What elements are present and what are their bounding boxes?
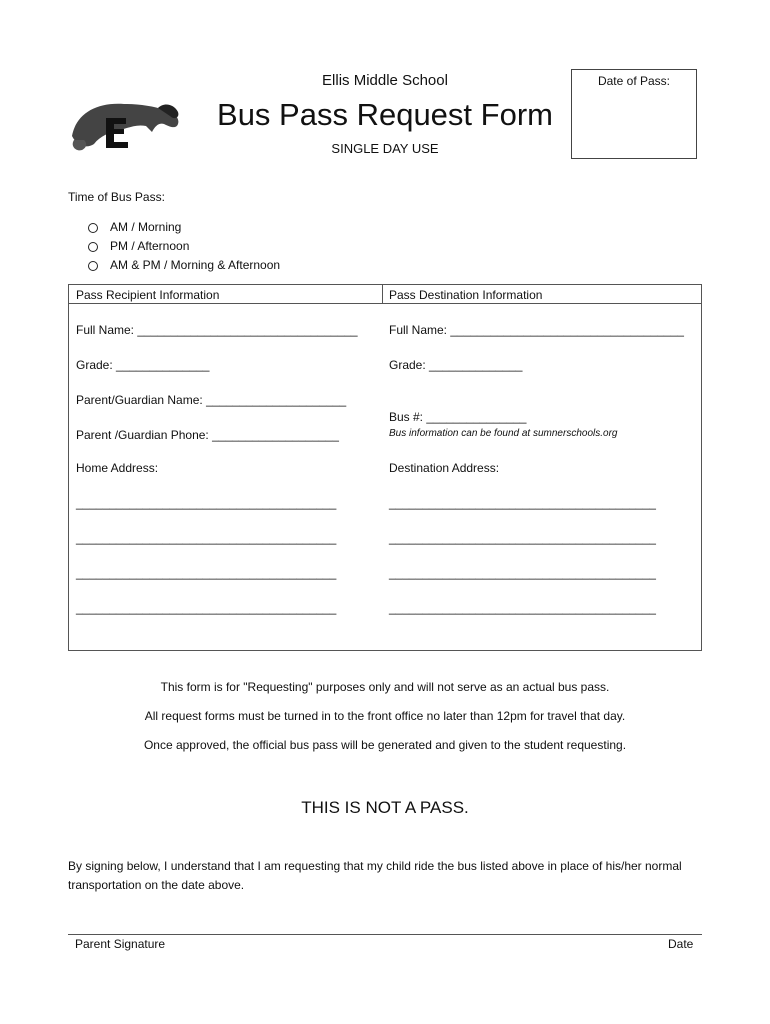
time-of-pass-label: Time of Bus Pass: (68, 190, 165, 204)
consent-statement: By signing below, I understand that I am requesting that my child ride the bus listed above in place of his/her normal transportation on the date above. (68, 859, 682, 892)
radio-pm[interactable] (88, 239, 189, 253)
destination-grade-field[interactable]: Grade: ______________ (389, 358, 523, 372)
radio-pm-label: PM / Afternoon (110, 239, 190, 253)
signature-date-label: Date (668, 937, 694, 951)
destination-address-line[interactable]: ________________________________________ (389, 496, 656, 510)
bus-info-note: Bus information can be found at sumnerschools.org (389, 428, 618, 439)
radio-am-pm[interactable] (88, 258, 280, 272)
home-address-label: Home Address: (76, 461, 159, 475)
not-a-pass-heading: THIS IS NOT A PASS. (301, 798, 469, 817)
note-approval: Once approved, the official bus pass will be generated and given to the student requesting. (143, 738, 627, 752)
radio-circle-icon[interactable] (88, 242, 98, 252)
bus-number-field[interactable]: Bus #: _______________ (389, 410, 527, 424)
date-of-pass-label: Date of Pass: (597, 74, 671, 88)
parent-phone-field[interactable]: Parent /Guardian Phone: ___________________ (76, 428, 339, 442)
radio-am-label: AM / Morning (110, 220, 182, 234)
home-address-line[interactable]: _______________________________________ (76, 531, 337, 545)
parent-name-field[interactable]: Parent/Guardian Name: _____________________ (76, 393, 347, 407)
school-logo (66, 96, 186, 154)
destination-address-line[interactable]: ________________________________________ (389, 601, 656, 615)
radio-am[interactable] (88, 220, 181, 234)
radio-am-pm-label: AM & PM / Morning & Afternoon (110, 258, 281, 272)
home-address-line[interactable]: _______________________________________ (76, 601, 337, 615)
signature-line[interactable] (68, 934, 702, 935)
school-name: Ellis Middle School (322, 72, 448, 89)
home-address-line[interactable]: _______________________________________ (76, 566, 337, 580)
destination-full-name-field[interactable]: Full Name: ___________________________________ (389, 323, 684, 337)
form-title: Bus Pass Request Form (217, 97, 553, 132)
destination-address-line[interactable]: ________________________________________ (389, 531, 656, 545)
form-subtitle: SINGLE DAY USE (331, 141, 439, 156)
parent-signature-label: Parent Signature (75, 937, 166, 951)
radio-circle-icon[interactable] (88, 223, 98, 233)
destination-address-label: Destination Address: (389, 461, 500, 475)
note-requesting: This form is for "Requesting" purposes only and will not serve as an actual bus pass. (160, 680, 610, 694)
date-of-pass-box[interactable] (571, 69, 697, 159)
header-divider (382, 285, 383, 303)
recipient-full-name-field[interactable]: Full Name: _________________________________ (76, 323, 358, 337)
recipient-grade-field[interactable]: Grade: ______________ (76, 358, 210, 372)
radio-circle-icon[interactable] (88, 261, 98, 271)
recipient-header: Pass Recipient Information (76, 288, 220, 302)
note-deadline: All request forms must be turned in to the front office no later than 12pm for travel that day. (144, 709, 626, 723)
destination-address-line[interactable]: ________________________________________ (389, 566, 656, 580)
info-table (68, 284, 702, 651)
destination-header: Pass Destination Information (389, 288, 543, 302)
home-address-line[interactable]: _______________________________________ (76, 496, 337, 510)
